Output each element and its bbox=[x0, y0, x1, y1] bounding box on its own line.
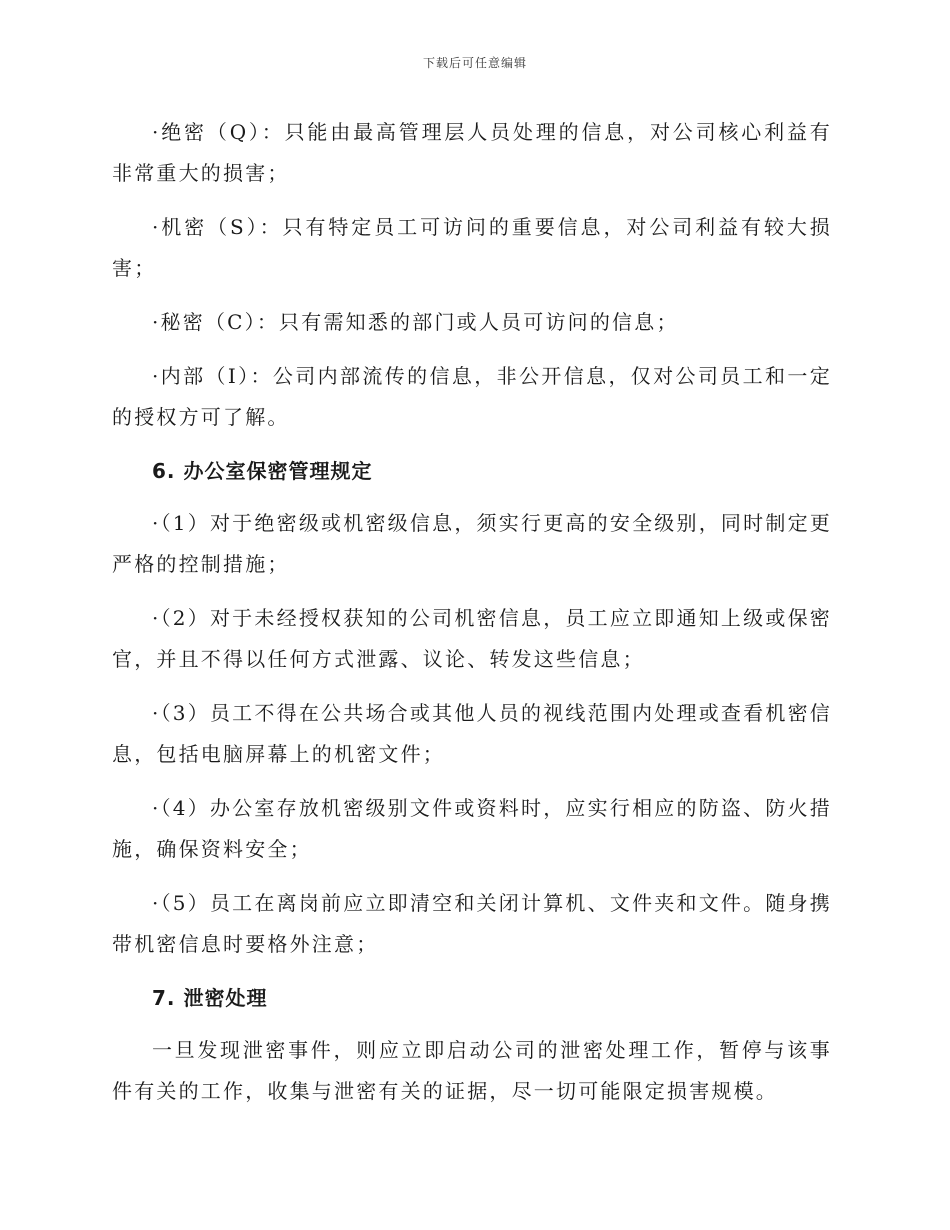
office-rule-1: ·（1）对于绝密级或机密级信息，须实行更高的安全级别，同时制定更严格的控制措施； bbox=[112, 511, 832, 576]
section-heading-office: 6. 办公室保密管理规定 bbox=[152, 459, 373, 483]
document-body bbox=[112, 112, 832, 1125]
office-rule-2: ·（2）对于未经授权获知的公司机密信息，员工应立即通知上级或保密官，并且不得以任何方式泄露、议论、转发这些信息； bbox=[112, 606, 832, 671]
leak-handling-paragraph: 一旦发现泄密事件，则应立即启动公司的泄密处理工作，暂停与该事件有关的工作，收集与泄密有关的证据，尽一切可能限定损害规模。 bbox=[112, 1038, 832, 1103]
classification-internal: ·内部（I）：公司内部流传的信息，非公开信息，仅对公司员工和一定的授权方可了解。 bbox=[112, 364, 832, 429]
section-heading-leak: 7. 泄密处理 bbox=[152, 986, 268, 1010]
page-header: 下载后可任意编辑 bbox=[422, 56, 527, 70]
classification-top-secret: ·绝密（Q）：只能由最高管理层人员处理的信息，对公司核心利益有非常重大的损害； bbox=[112, 120, 832, 185]
classification-confidential: ·秘密（C）：只有需知悉的部门或人员可访问的信息； bbox=[152, 310, 679, 334]
office-rule-4: ·（4）办公室存放机密级别文件或资料时，应实行相应的防盗、防火措施，确保资料安全； bbox=[112, 796, 832, 861]
office-rule-3: ·（3）员工不得在公共场合或其他人员的视线范围内处理或查看机密信息，包括电脑屏幕上的机密文件； bbox=[112, 701, 832, 766]
office-rule-5: ·（5）员工在离岗前应立即清空和关闭计算机、文件夹和文件。随身携带机密信息时要格外注意； bbox=[112, 891, 832, 956]
classification-secret: ·机密（S）：只有特定员工可访问的重要信息，对公司利益有较大损害； bbox=[112, 215, 832, 280]
